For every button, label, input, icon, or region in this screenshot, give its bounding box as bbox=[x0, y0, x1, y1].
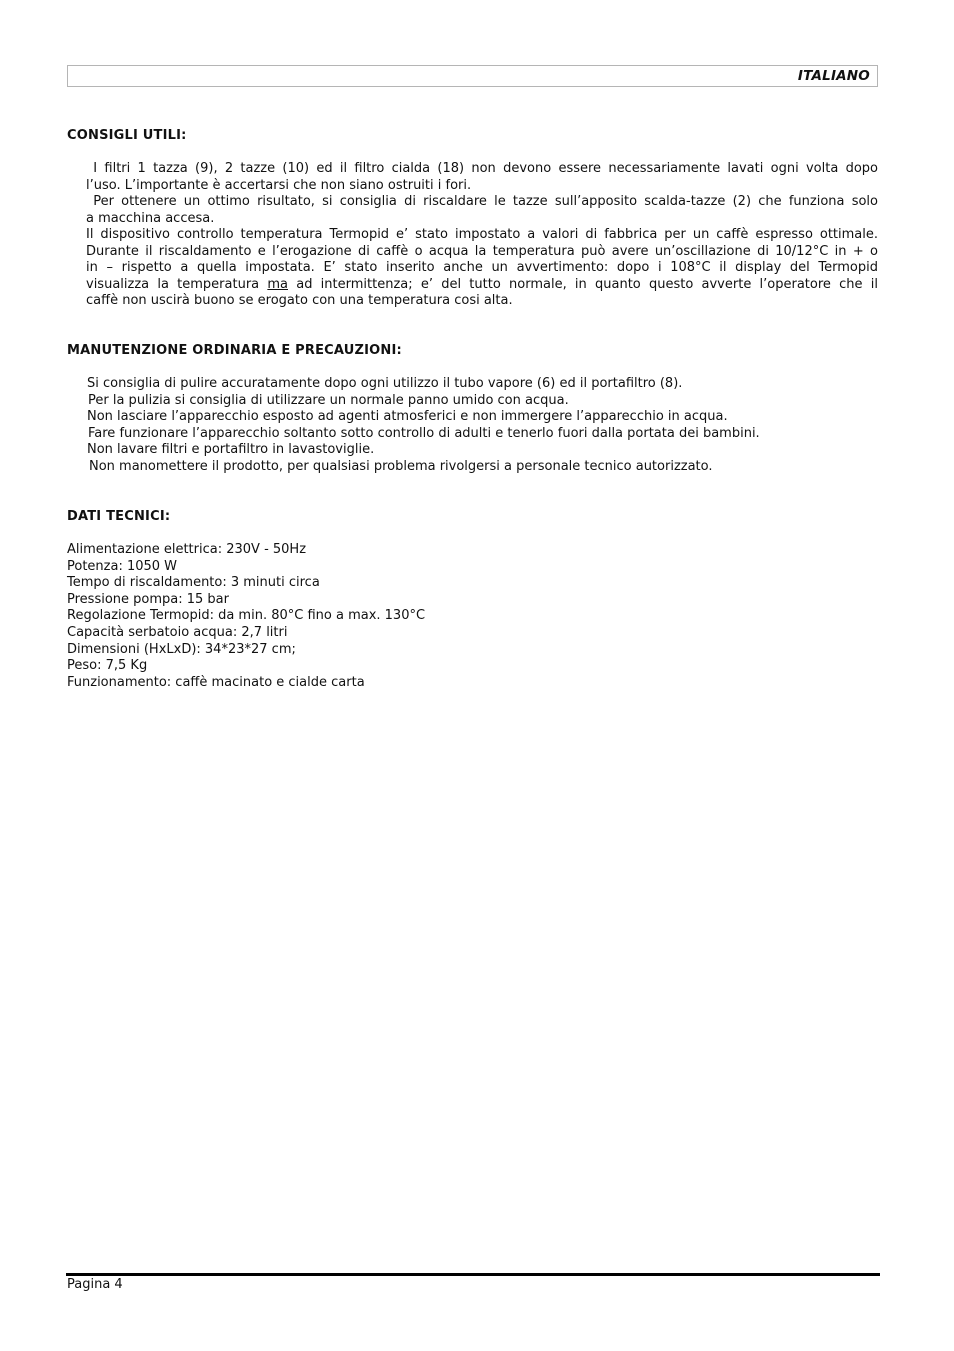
section-title-dati: DATI TECNICI: bbox=[67, 509, 171, 524]
text-line: caffè non uscirà buono se erogato con una temperatura cosi alta. bbox=[86, 293, 513, 309]
list-item: Regolazione Termopid: da min. 80°C fino a max. 130°C bbox=[67, 608, 426, 624]
list-item: Potenza: 1050 W bbox=[67, 558, 178, 574]
list-item: Fare funzionare l’apparecchio soltanto sotto controllo di adulti e tenerlo fuori dalla portata dei bambini. bbox=[88, 425, 760, 441]
underlined-word: ma bbox=[267, 276, 288, 292]
header-box bbox=[67, 65, 878, 87]
text-fragment: ad intermittenza; e’ del tutto normale, in quanto questo avverte l’operatore che il bbox=[288, 276, 878, 292]
list-item: Dimensioni (HxLxD): 34*23*27 cm; bbox=[67, 641, 296, 657]
list-item: Si consiglia di pulire accuratamente dopo ogni utilizzo il tubo vapore (6) ed il portafiltro (8). bbox=[87, 376, 683, 391]
maintenance-list bbox=[86, 376, 886, 476]
text-fragment: visualizza la temperatura bbox=[86, 276, 268, 292]
section-title-manutenzione: MANUTENZIONE ORDINARIA E PRECAUZIONI: bbox=[67, 343, 402, 358]
list-item: Non lavare filtri e portafiltro in lavastoviglie. bbox=[87, 442, 375, 458]
text-line: Per ottenere un ottimo risultato, si consiglia di riscaldare le tazze sull’apposito scalda-tazze (2) che funziona solo bbox=[86, 194, 878, 209]
paragraph-tazze bbox=[86, 194, 878, 227]
list-item: Funzionamento: caffè macinato e cialde carta bbox=[67, 674, 365, 690]
text-line: Il dispositivo controllo temperatura Termopid e’ stato impostato a valori di fabbrica per un caffè espresso ottimale. bbox=[86, 227, 878, 242]
list-item: Alimentazione elettrica: 230V - 50Hz bbox=[67, 542, 307, 557]
paragraph-termopid bbox=[86, 227, 878, 310]
technical-data-list bbox=[67, 542, 425, 691]
paragraph-filtri bbox=[86, 161, 878, 194]
page-number: Pagina 4 bbox=[67, 1277, 123, 1292]
section-title-consigli: CONSIGLI UTILI: bbox=[67, 128, 187, 143]
list-item: Capacità serbatoio acqua: 2,7 litri bbox=[67, 624, 288, 640]
list-item: Peso: 7,5 Kg bbox=[67, 658, 148, 674]
list-item: Per la pulizia si consiglia di utilizzare un normale panno umido con acqua. bbox=[88, 392, 569, 408]
list-item: Non manomettere il prodotto, per qualsiasi problema rivolgersi a personale tecnico autorizzato. bbox=[89, 458, 713, 474]
text-line: I filtri 1 tazza (9), 2 tazze (10) ed il filtro cialda (18) non devono essere necessariamente lavati ogni volta dopo bbox=[86, 161, 878, 176]
text-line: l’uso. L’importante è accertarsi che non siano ostruiti i fori. bbox=[86, 177, 472, 193]
text-line: in – rispetto a quella impostata. E’ stato inserito anche un avvertimento: dopo i 108°C il display del Termopid bbox=[86, 260, 878, 276]
text-line bbox=[86, 277, 878, 294]
language-label: ITALIANO bbox=[797, 68, 870, 84]
text-line: Durante il riscaldamento e l’erogazione di caffè o acqua la temperatura può avere un’oscillazione di 10/12°C in + o bbox=[86, 243, 878, 259]
text-line: a macchina accesa. bbox=[86, 210, 215, 226]
list-item: Non lasciare l’apparecchio esposto ad agenti atmosferici e non immergere l’apparecchio in acqua. bbox=[87, 409, 728, 425]
list-item: Tempo di riscaldamento: 3 minuti circa bbox=[67, 575, 320, 591]
footer-rule bbox=[66, 1273, 880, 1276]
list-item: Pressione pompa: 15 bar bbox=[67, 591, 229, 607]
